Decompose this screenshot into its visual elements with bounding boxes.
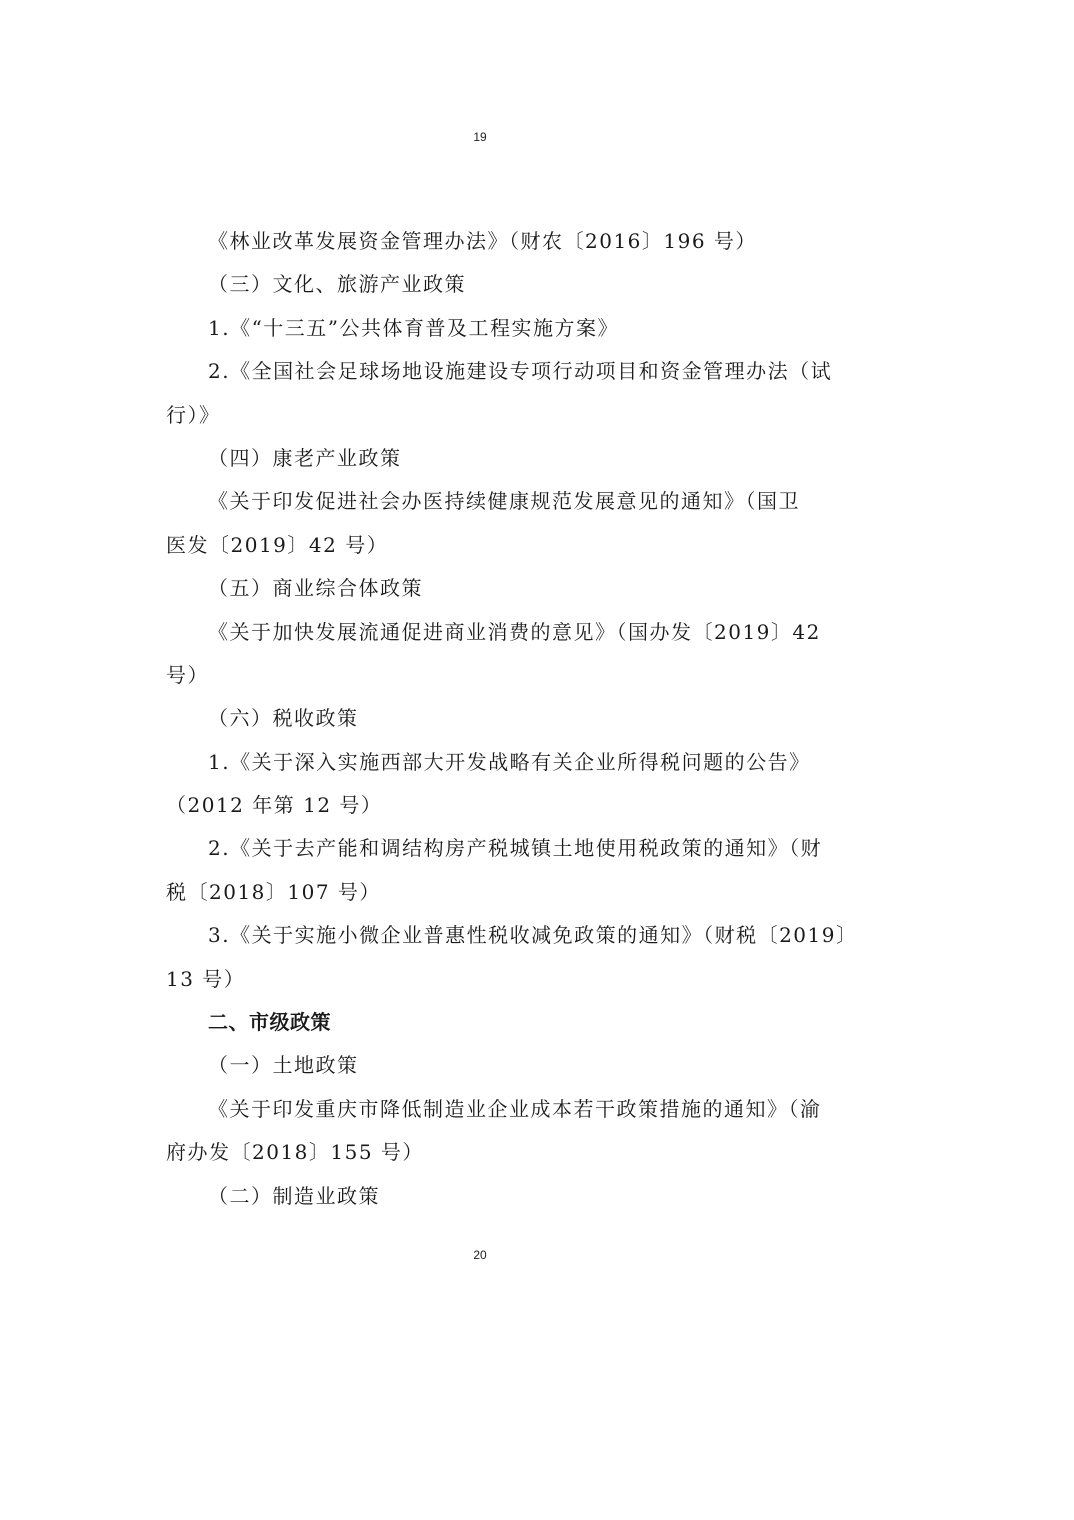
page-number-top: 19 [473, 130, 487, 144]
section-heading: （三）文化、旅游产业政策 [208, 272, 466, 297]
document-body [166, 220, 858, 1218]
text-line: （2012 年第 12 号） [166, 793, 383, 818]
text-line: 《关于加快发展流通促进商业消费的意见》（国办发〔2019〕42 [208, 619, 821, 644]
text-line: 《关于印发促进社会办医持续健康规范发展意见的通知》（国卫 [208, 489, 800, 514]
text-line: 3.《关于实施小微企业普惠性税收减免政策的通知》（财税〔2019〕 [208, 923, 858, 948]
section-heading: （四）康老产业政策 [208, 445, 402, 470]
section-heading: （六）税收政策 [208, 706, 359, 731]
text-line: 1.《“十三五”公共体育普及工程实施方案》 [208, 315, 620, 340]
text-line: 行）》 [166, 402, 221, 427]
text-line: 1.《关于深入实施西部大开发战略有关企业所得税问题的公告》 [208, 749, 811, 774]
text-line: 《关于印发重庆市降低制造业企业成本若干政策措施的通知》（渝 [208, 1096, 822, 1121]
text-line: 税〔2018〕107 号） [166, 879, 381, 904]
section-heading: （一）土地政策 [208, 1053, 359, 1078]
text-line: 2.《全国社会足球场地设施建设专项行动项目和资金管理办法（试 [208, 359, 833, 384]
text-line: 号） [166, 662, 209, 687]
text-line: 医发〔2019〕42 号） [166, 532, 389, 557]
text-line: 《林业改革发展资金管理办法》（财农〔2016〕196 号） [208, 229, 757, 253]
text-line: 府办发〔2018〕155 号） [166, 1140, 424, 1165]
page-number-bottom: 20 [473, 1248, 487, 1262]
text-line: 13 号） [166, 966, 246, 991]
chapter-heading: 二、市级政策 [208, 1010, 331, 1035]
text-line: 2.《关于去产能和调结构房产税城镇土地使用税政策的通知》（财 [208, 836, 823, 861]
section-heading: （五）商业综合体政策 [208, 576, 423, 601]
section-heading: （二）制造业政策 [208, 1183, 380, 1208]
